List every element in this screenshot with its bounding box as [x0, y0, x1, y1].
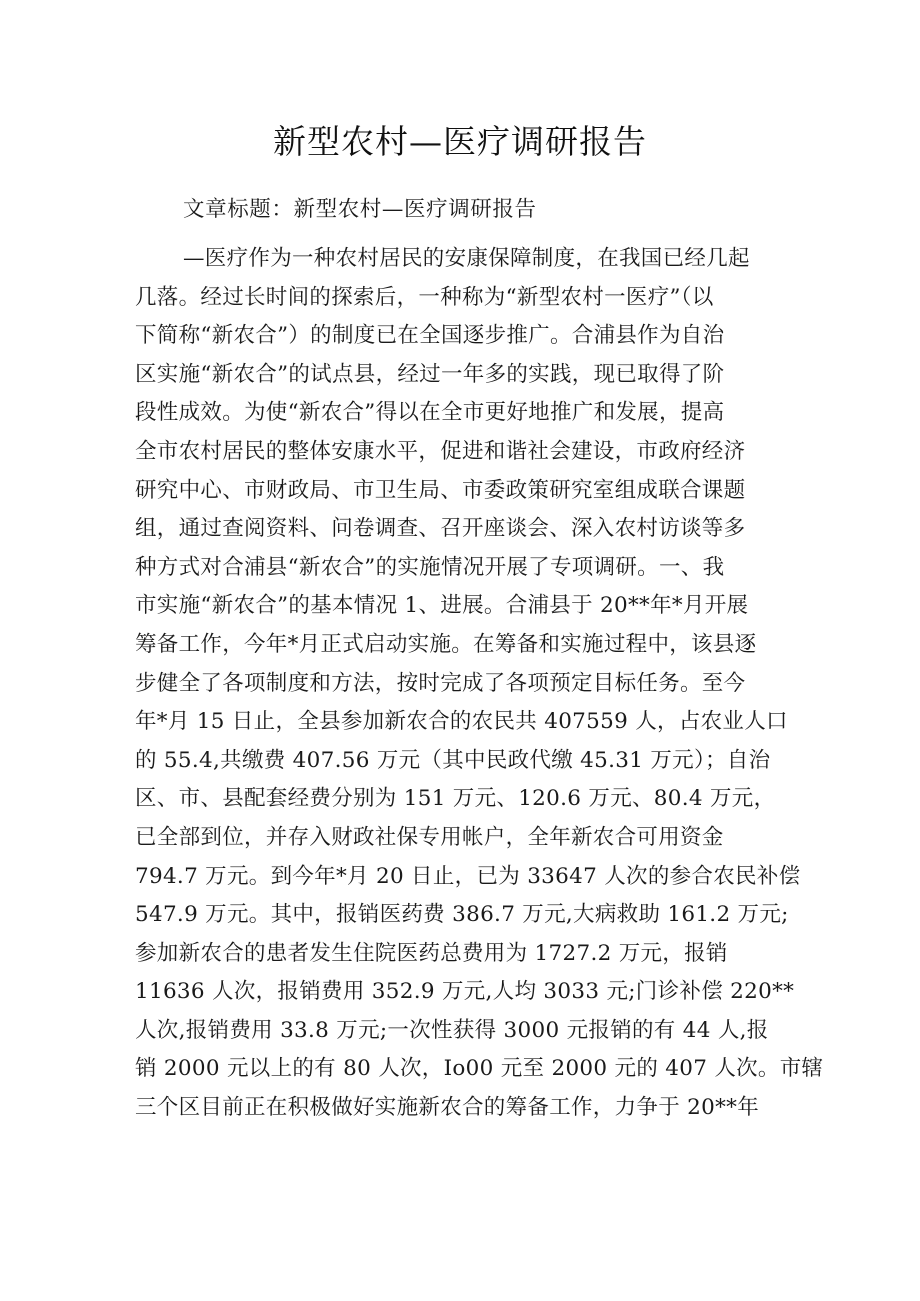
body-paragraph [135, 240, 824, 1128]
paragraph-line: 段性成效。为使“新农合”得以在全市更好地推广和发展，提高 [135, 400, 725, 426]
document-title: 新型农村—医疗调研报告 [273, 122, 647, 161]
paragraph-line: 参加新农合的患者发生住院医药总费用为 1727.2 万元，报销 [135, 940, 728, 966]
paragraph-line: 筹备工作，今年*月正式启动实施。在筹备和实施过程中，该县逐 [135, 631, 757, 657]
paragraph-line: 步健全了各项制度和方法，按时完成了各项预定目标任务。至今 [135, 670, 746, 696]
paragraph-line: 市实施“新农合”的基本情况 1、进展。合浦县于 20**年*月开展 [135, 593, 749, 619]
paragraph-line: 研究中心、市财政局、市卫生局、市委政策研究室组成联合课题 [135, 477, 746, 503]
paragraph-line: 三个区目前正在积极做好实施新农合的筹备工作，力争于 20**年 [135, 1095, 759, 1121]
paragraph-line: 的 55.4,共缴费 407.56 万元（其中民政代缴 45.31 万元）；自治 [135, 747, 771, 773]
article-title-line: 文章标题：新型农村—医疗调研报告 [183, 197, 537, 222]
paragraph-line: 销 2000 元以上的有 80 人次，Io00 元至 2000 元的 407 人次。市辖 [135, 1056, 824, 1082]
paragraph-line: 组，通过查阅资料、问卷调查、召开座谈会、深入农村访谈等多 [135, 516, 746, 542]
paragraph-line: 已全部到位，并存入财政社保专用帐户，全年新农合可用资金 [135, 824, 724, 850]
paragraph-line: 几落。经过长时间的探索后，一种称为“新型农村一医疗”（以 [135, 284, 714, 310]
paragraph-line: 全市农村居民的整体安康水平，促进和谐社会建设，市政府经济 [135, 438, 746, 464]
paragraph-line: 年*月 15 日止，全县参加新农合的农民共 407559 人，占农业人口 [135, 709, 788, 735]
paragraph-line: 种方式对合浦县“新农合”的实施情况开展了专项调研。一、我 [135, 554, 725, 580]
paragraph-line: 人次,报销费用 33.8 万元;一次性获得 3000 元报销的有 44 人,报 [135, 1017, 769, 1043]
paragraph-line: 11636 人次，报销费用 352.9 万元,人均 3033 元;门诊补偿 220** [135, 979, 795, 1005]
paragraph-line: 下简称“新农合”）的制度已在全国逐步推广。合浦县作为自治 [135, 323, 725, 349]
paragraph-line: 547.9 万元。其中，报销医药费 386.7 万元,大病救助 161.2 万元; [135, 902, 789, 928]
paragraph-line: 区实施“新农合”的试点县，经过一年多的实践，现已取得了阶 [135, 361, 725, 387]
paragraph-line: —医疗作为一种农村居民的安康保障制度，在我国已经几起 [183, 246, 750, 271]
paragraph-line: 794.7 万元。到今年*月 20 日止，已为 33647 人次的参合农民补偿 [135, 863, 801, 889]
paragraph-line: 区、市、县配套经费分别为 151 万元、120.6 万元、80.4 万元， [135, 786, 776, 812]
